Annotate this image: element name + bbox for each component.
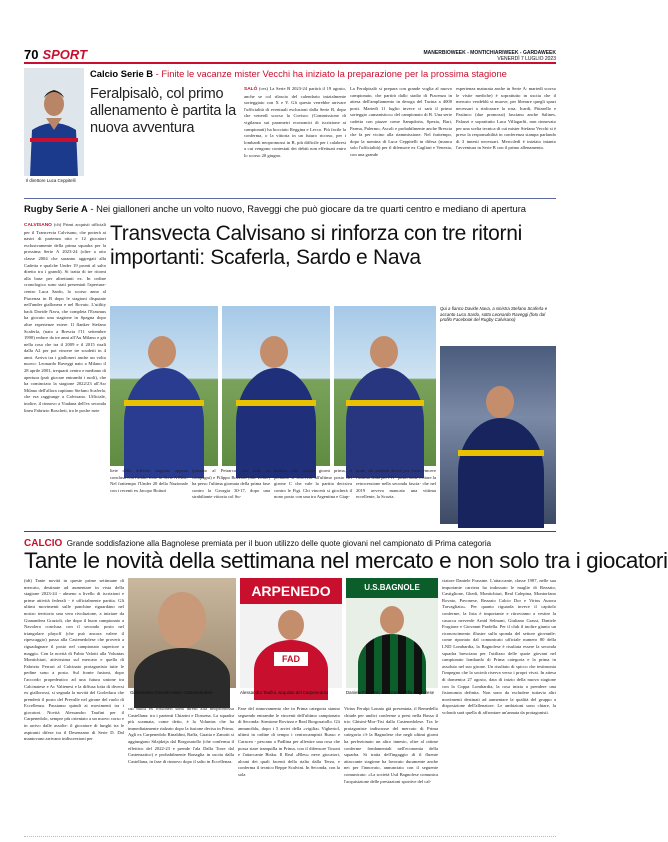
photo-frassine <box>346 578 438 688</box>
shirt-stripe <box>124 400 204 406</box>
story2-headline: Transvecta Calvisano si rinforza con tre ritorni importanti: Scaferla, Sardo e Nava <box>110 222 522 269</box>
club-sign: ARPENEDO <box>240 578 342 604</box>
story3-subhead: Grande soddisfazione alla Bagnolese premiata per il buon utilizzo delle quote giovani nel campionato di Prima categoria <box>66 539 492 548</box>
story2-column-b2: (passato al Petrarca con tutti ex compagni) e Filippo Bozzoni (alle Zebre) ha perso l'ultima giornata della prima fase contro la Georgia 30-17, dopo una strabiliante vittoria col Su- <box>192 468 270 500</box>
photo-taufini <box>240 578 342 688</box>
ceppitelli-photo <box>24 68 84 176</box>
story3-tag: CALCIO <box>24 538 63 549</box>
rugby-photo-sardo <box>222 306 330 466</box>
player-shirt <box>236 368 316 478</box>
publication-date: VENERDÌ 7 LUGLIO 2023 <box>497 56 556 62</box>
section-divider-2 <box>24 531 556 532</box>
rugby-photo-raveggi <box>440 346 556 524</box>
player-head <box>486 386 514 418</box>
club-banner: U.S.BAGNOLE <box>346 578 438 598</box>
story1-column-2: La Feralpisalò si prepara con grande voglia al nuovo campionato, che partirà dallo stadio di Piacenza in attesa dell'ampliamento in deroga del Turina a 4000 posti. Martedì 11 luglio invece ci sarà il primo sorteggio «umanistico» del campionato di B. Una serie cadetta con piazze come Sampdoria, Spezia, Bari, Parma, Palermo, Ascoli e probabilmente anche Brescia che fa per vicino alla riammissione. Nel frattempo, dopo la nomina di Luca Ceppitelli in difesa (manca solo l'ufficialità) per il difensore ex Cagliari e Venezia, con una grande <box>350 86 452 157</box>
header-rule <box>24 62 556 64</box>
section-title: SPORT <box>42 47 88 62</box>
story2-kicker-by: (ch) <box>53 222 62 227</box>
story2-column-left <box>24 222 106 528</box>
caption-frassine: Daniele Frassine, attaccante della Bagnolese <box>346 690 435 695</box>
publication-info <box>424 50 557 62</box>
shirt-stripe <box>236 400 316 406</box>
story3-column-1: (tdi) Tante novità in queste prime settimane di mercato, destinate ad aumentare in vista della stagione 2023-24 - almeno a livello di iscrizioni e prime attività federali - è ufficialmente partita. Gli ultimi movimenti sulle panchine riguardano nel nostro territorio una vera rivoluzione, a iniziare da Gianandrea Grazioli, che dopo il buon campionato a Navolera conclusa con il secondo posto nel triangolare playoff (che può ancora valere il ripescaggio) passa alla Castenedolese che proverà a riguadagnare il posto nel campionato superiore a maggio. Con la novità di Fabio Valotti alla Voluntas Montichiari, attivissima sul mercato e quella di Fabrizio Ferrari al Calcinato protagonista tutte le pedine sono a posto. Sul fronte fusioni, dopo l'accordo propedeutico ad una futura unione tra Calcinatese e Ac Valtenesi e la diffusa lotta di diversi ex giallorossi, si segnala la novità del Gorleduca che prenderà il posto del Prevalle nel girone del ruolo di Eccellenza. Passiamo quindi ai movimenti tra i giocatori. Novità Alessandro Taufini per il Carpenedolo, sempre più orientato a un nuovo corso e in arrivo dalle assolte: il giocatore di lunghi tra le aspiranti difese tra il Desenzano di Serie D. Dal mantovano arrivano indiscrezioni per <box>24 578 124 742</box>
caption-taufini: Alessandro Taufini, acquisto del Carpenedolo <box>240 690 329 695</box>
section-divider-1 <box>24 198 556 199</box>
player-head <box>370 336 398 368</box>
player-shirt <box>458 418 544 528</box>
publication-name: MANERBIOWEEK - MONTICHIARIWEEK - GARDAWEEK <box>423 50 556 56</box>
player-shirt <box>358 634 426 694</box>
player-head <box>260 336 288 368</box>
story2-text-left: Primi acquisti ufficiali per il Transvecta Calvisano, che porterà ai nastri di partenza otto e 12 giocatori esclusivamente della prima squadra per la prossima Serie A 2023-24 (oltre a otto classe 2004 che saranno aggregati alla Cadetta e qualche Under 19 pronti al salto diretto tra i grandi). Si tratta di tre ritorni alla base per altrettanti ex. In ordine cronologico sono stati presentati l'apertura-centro Luca Sardo, lo scorso anno al Piacenza in B dopo le stagioni disputate nell'under giallonera e nel Rovato. L'utility back Davide Nava, che completa l'Erasmus ha giocato una stagione in Spagna dopo altre esperienze estere. Il flanker Stefano Scaferla, (nato a Brescia l'11 settembre 1990) reduce da tre anni all'Au Milano e già nella rosa che tra il 2009 e il 2015 risalì dalla A2 per poi vincere tre scudetti in 4 anni. Arriva tra i gialloneri anche un volto nuovo: Leonardo Raveggi nato a Milano il 28 aprile 2001, trequarti centro e mediano di apertura (può giocare entrambi i ruoli), che ha cominciato la stagione 2022/23 all'Asr Milano dell'allora capitano Stefano Scaferla, che era raggiunge a Calvisano. Ufficiale, inoltre, il rinnovo a Viadana dell'ex seconda linea Fabrizio Boscheti, tra le poche note <box>24 222 106 413</box>
story1-tag: Calcio Serie B <box>90 68 154 79</box>
story2-tag: Rugby Serie A <box>24 203 88 214</box>
photo-grazioli <box>128 578 236 688</box>
caption-grazioli: Gianandrea Grazioli mister Castenedolese <box>130 690 213 695</box>
story2-column-b3: dafrica solo cinque giorni prima, e pertanto si ritroverà all'ultimo posto del girone C che vale la partita decisiva contro le Figi. Chi vincerà si giocherà il nono posto con una tra Argentina e Giap- <box>274 468 352 500</box>
story1-text-1: La Serie B 2023-24 partirà il 19 agosto, anche se col rilascio del calendario inizialmente sorteggiato con X e Y. Gli questo verrebbe arrivare l'ufficialità di eventuali esclusioni dalla Serie B, dopo che venerdì scorso la Covisoc (Commissione di vigilanza sui parametri economici di iscrizione ai campionati) ha bocciato Reggina e Lecco. Più facile la conferma, o la vittoria in un futuro ricorso, per i lombardi neopromossi in B, più difficile per i calabresi a cui vengono contestati dei debiti non effettuati entro lo scorso 20 giugno. <box>244 86 347 158</box>
story2-subhead: - Nei gialloneri anche un volto nuovo, Raveggi che può giocare da tre quarti centro e mediano di apertura <box>87 203 527 214</box>
page-number: 70 <box>24 47 39 62</box>
page-footer-rule <box>24 836 556 837</box>
story3-column-2: cui molti ex rossoneri sono diretti alla neopromossa Castellana: tra i partenti Chiarini e Dossena. La squadra più scannata, come detto, è la Voluntas che ha immediatamente rialzato dopo la fusione decisa in Prima. Agli ex Carpenedolo Rinaldini, Raffa, Guatta e Zanotti si aggiungono Silajdzija dal Borgosatollo (che conferma il effettivo del 2022-23 e prende l'ala Dalla Torre dal Castenzatico) e probabilmente Bonaglia in uscita dalla Castellana, in fase di rinnovo dopo il salto in Eccellenza. <box>128 706 234 764</box>
story1-column-1 <box>244 86 346 196</box>
story1-topline <box>90 68 556 80</box>
story2-column-b1: liete della difficile stagione appena conclusa con l'addio forte in Serie A Elite. Nel frattempo l'Under 20 della Nazionale con i recenti ex Jacopo Botturi <box>110 468 188 493</box>
story1-headline: Feralpisalò, col primo allenamento è partita la nuova avventura <box>90 86 236 136</box>
story2-column-b4: pone, chi perderà dovrà per forza vincere l'ultima sfida per l'11° posto onde evitare la retrocessione nella seconda fascia- che nel 2019 avveva mancato una vittima eccellente, la Scozia. <box>356 468 436 500</box>
player-head <box>278 610 304 640</box>
rugby-photo-scaferla <box>110 306 218 466</box>
story1-column-3: esperienza maturata anche in Serie A: martedì scorso le visite mediche) è soprattutto in uscita che il mercato verdeblù si muove, per liberare quegli spazi necessari a rinforzare la rosa. Icardi, Pittarello e Pasiinco (due promossi) lasciano anche Salines, Palazzi e soprattutto Luca Villagarlii, non rinnovato per una scelta tecnica di cui mister Stefano Vecchi si è preso la responsabilità in conferenza stampa parlando di 3 innesti necessari. Mercoledì è iniziato intanto l'avventura in Serie B con il primo allenamento. <box>456 86 556 151</box>
story1-kicker: SALÒ <box>244 87 258 92</box>
player-head <box>380 606 404 634</box>
page-header <box>24 44 556 62</box>
person-jacket <box>134 648 230 708</box>
story3-topline <box>24 533 556 547</box>
story1-photo-caption: Il direttore Luca Ceppitelli <box>26 178 76 183</box>
story3-column-4: Virtus Feralpi Lonato già presentata, il Remedello chiude per undici conferme a presi nella Bassa il trio Ghisini-Mor-Tisi dalla Castenedolese. Tra le protagoniste indiscusse del mercato di Prima categoria c'è la Bagnolese che negli ultimi giorni ha perfezionato un altro innesto, oltre al ottime conferme fondamentali nell'economia della squadra. Si tratta dell'ingaggio di il fluente attaccante stagione ha lavorato duramente anche nei per l'innovato, annunciato con il seguente comunicato: «La società Usd Bagnolese comunica l'acquisizione delle prestazioni sportive del cal- <box>344 706 438 784</box>
story2-kicker: CALVISANO <box>24 223 52 228</box>
player-head <box>148 336 176 368</box>
story2-topline <box>24 203 556 215</box>
rugby-photo-nava <box>334 306 436 466</box>
story3-column-3: Fase del rinnovamento che in Prima categoria stanno seguendo entrambe le vincenti dell'ultimo campionato di Seconda: Sirmione Rovizza e Real Borgosatollo. Gli annunciblu, dopo i 5 arrivi della «vigilia» Vigheriol, ultimi in ordine di tempo i centrocampisti Russo e Caracea - pescano a Padlina per allestire una rosa che possa stare tranquilla in Prima, con il difensore Tosoni e l'attaccante Bisku. Il Real «Bleu» neve giocatori, alcuni dei quali facenti della rialto dalla Terza, e conferma il tecnico Beppe Scalvini. In Seconda, con la sola <box>238 706 340 777</box>
player-illustration <box>24 68 84 176</box>
story3-column-5: ciatore Daniele Frassine. L'attaccante, classe 1987, nelle sua importante carriera ha indossato le maglie di Rezzato, Castiglione, Ghedi, Montichiari, Real Calepina, Montorfano Rovato, Pavonese, Rezzato Calcio Dor e Virtus Aurora Travagliato». Per quanto riguarda invece il capitolo conferme, la lista è importante e ritroviamo a vestire la casacca nerverde Arnid Selmani, Giuliano Grassi, Daniele Forgione e Giovanni Pradella. Per il club il inoltre giunto un riconoscimento illustre sulla sponda del settore giovanile: come riportato dal comunicato ufficiale numero 80 della LND Lombardia, la Bagnolese è risultata essere la seconda squadra bresciana per l'utilizzo delle quote giovani nel campionato lombardo di Prima categoria e la prima in assoluto nel suo girone. Un risultato di spicco che testimonia l'impegno che la società riserva verso i propri vivai. In attesa di domenica 27 agosto, data di inizio della nuova stagione con la Coppa Lombardia, la rosa inizia a prendere una fisionomia definita. Non sono da escludere tuttavia altri movimenti destinati ad aumentare la qualità del gruppo a disposizione dell'allenatore. Le ambizioni sono chiare, la volontà sarà quella di affrontare un'annata da protagonisti. <box>442 578 556 715</box>
story2-photo-caption: Qui a fianco Davide Nava, a sinistra Stefano Scaferla e accanto Luca Sardo, sotto Leonardo Raveggi (foto dal profilo Facebook del Rugby Calvisano) <box>440 306 548 323</box>
shirt-stripe <box>458 450 544 456</box>
person-head <box>158 592 206 648</box>
player-shirt <box>346 368 424 478</box>
story1-subhead: - Finite le vacanze mister Vecchi ha iniziato la preparazione per la prossima stagione <box>153 68 507 79</box>
story3-headline: Tante le novità della settimana nel mercato e non solo tra i giocatori <box>24 548 668 573</box>
shirt-badge: FAD <box>274 652 308 666</box>
story1-kicker-by: (ces) <box>258 86 268 91</box>
shirt-stripe <box>346 400 424 406</box>
player-shirt <box>124 368 204 478</box>
